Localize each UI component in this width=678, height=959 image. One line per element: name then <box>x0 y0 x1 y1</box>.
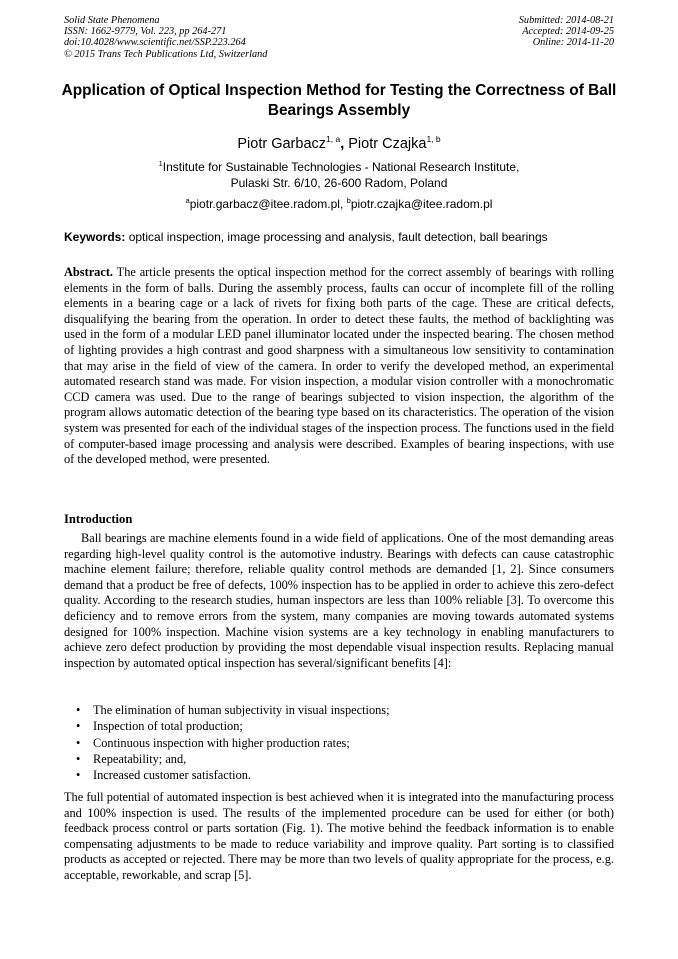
affiliation <box>0 156 678 191</box>
journal-issn: ISSN: 1662-9779, Vol. 223, pp 264-271 <box>64 26 227 38</box>
author-affiliation-mark: 1, b <box>426 134 441 144</box>
email-mark: a <box>185 196 190 205</box>
journal-copyright: © 2015 Trans Tech Publications Ltd, Switzerland <box>64 48 268 60</box>
list-item-text: Repeatability; and, <box>93 751 187 766</box>
email-mark: b <box>346 196 351 205</box>
journal-doi: doi:10.4028/www.scientific.net/SSP.223.264 <box>64 37 246 49</box>
bullet-marker: • <box>76 751 81 766</box>
author-email: piotr.czajka@itee.radom.pl <box>350 197 493 211</box>
affiliation-line: Pulaski Str. 6/10, 26-600 Radom, Poland <box>230 175 448 190</box>
list-item <box>64 702 624 718</box>
keywords-label: Keywords: <box>64 230 126 244</box>
intro-paragraph: Ball bearings are machine elements found in a wide field of applications. One of the most demanding areas regarding high-level quality control is the automotive industry. Bearings with defects can cause catastrophic machine element failure; therefore, reliable quality control methods are demanded [1, 2]. Since consumers demand that a product be free of defects, 100% inspection has to be applied in order to achieve this zero-defect quality. According to the research studies, human inspectors are less than 100% reliable [3]. To overcome this deficiency and to remove errors from the system, many companies are moving towards automated systems designed for 100% inspection. Machine vision systems are a key technology in enabling manufacturers to achieve zero defect production by providing the most dependable visual inspection results. Replacing manual inspection by automated optical inspection has several/significant benefits [4]: <box>64 531 614 670</box>
author-separator: , <box>340 136 345 152</box>
submitted-date: Submitted: 2014-08-21 <box>518 15 614 26</box>
intro-paragraph: The full potential of automated inspection is best achieved when it is integrated into the manufacturing process and 100% inspection is used. The results of the implemented procedure can be used for either (or both) feedback process control or parts sortation (Fig. 1). The motive behind the feedback information is to enable compensating adjustments to be made to reduce variability and improve quality. Part sorting is to classified products as accepted or rejected. There may be more than two levels of quality appropriate for the process, e.g. acceptable, reworkable, and scrap [5]. <box>64 790 614 882</box>
bullet-marker: • <box>76 735 81 750</box>
journal-info <box>64 15 267 60</box>
abstract-label: Abstract. <box>64 265 114 279</box>
list-item <box>64 751 624 767</box>
bullet-marker: • <box>76 768 81 783</box>
author-name: Piotr Garbacz <box>237 136 327 152</box>
abstract-text: The article presents the optical inspection method for the correct assembly of bearings with rolling elements in the form of balls. During the assembly process, faults can occur of incomplete fill of the rolling elements in a bearing cage or a lack of rivets for fixing both parts of the cage. These are critical defects, disqualifying the bearing from the operation. In order to detect these faults, the method of backlighting was used in the form of a modular LED panel illuminator located under the inspected bearing. The chosen method of lighting provides a high contrast and good sharpness with a simultaneous low sensitivity to contamination that may arise in the field of view of the camera. In order to verify the developed method, an experimental automated research stand was made. For vision inspection, a modular vision controller with a monochromatic CCD camera was used. Due to the range of bearings subjected to vision inspection, the algorithm of the program allows automatic detection of the bearing type based on its characteristics. The operation of the vision system was presented for each of the individual stages of the inspection process. The functions used in the field of computer-based image processing and analysis were described. Examples of bearing inspections, with use of the developed method, were presented. <box>64 265 614 467</box>
benefits-list <box>64 702 624 783</box>
journal-name: Solid State Phenomena <box>64 15 160 26</box>
submission-dates <box>519 15 614 49</box>
affiliation-line: Institute for Sustainable Technologies - National Research Institute, <box>162 160 520 174</box>
paper-title: Application of Optical Inspection Method for Testing the Correctness of Ball Bearings Assembly <box>61 82 617 119</box>
keywords <box>64 230 615 245</box>
list-item-text: Inspection of total production; <box>93 719 243 734</box>
author-emails <box>0 193 678 212</box>
list-item <box>64 767 624 783</box>
author-email: piotr.garbacz@itee.radom.pl <box>189 197 340 211</box>
bullet-marker: • <box>76 703 81 717</box>
affiliation-mark: 1 <box>158 159 163 168</box>
section-heading: Introduction <box>64 512 133 526</box>
email-separator: , <box>339 197 344 211</box>
author-list <box>0 130 678 153</box>
accepted-date: Accepted: 2014-09-25 <box>522 26 614 38</box>
list-item <box>64 735 624 751</box>
list-item <box>64 718 624 734</box>
abstract <box>64 265 614 468</box>
list-item-text: The elimination of human subjectivity in visual inspections; <box>93 703 390 717</box>
author-affiliation-mark: 1, a <box>326 134 341 144</box>
list-item-text: Continuous inspection with higher production rates; <box>93 735 350 750</box>
online-date: Online: 2014-11-20 <box>532 37 614 49</box>
author-name: Piotr Czajka <box>348 136 427 152</box>
list-item-text: Increased customer satisfaction. <box>93 768 252 783</box>
bullet-marker: • <box>76 719 81 734</box>
keywords-text: optical inspection, image processing and analysis, fault detection, ball bearings <box>128 230 548 244</box>
